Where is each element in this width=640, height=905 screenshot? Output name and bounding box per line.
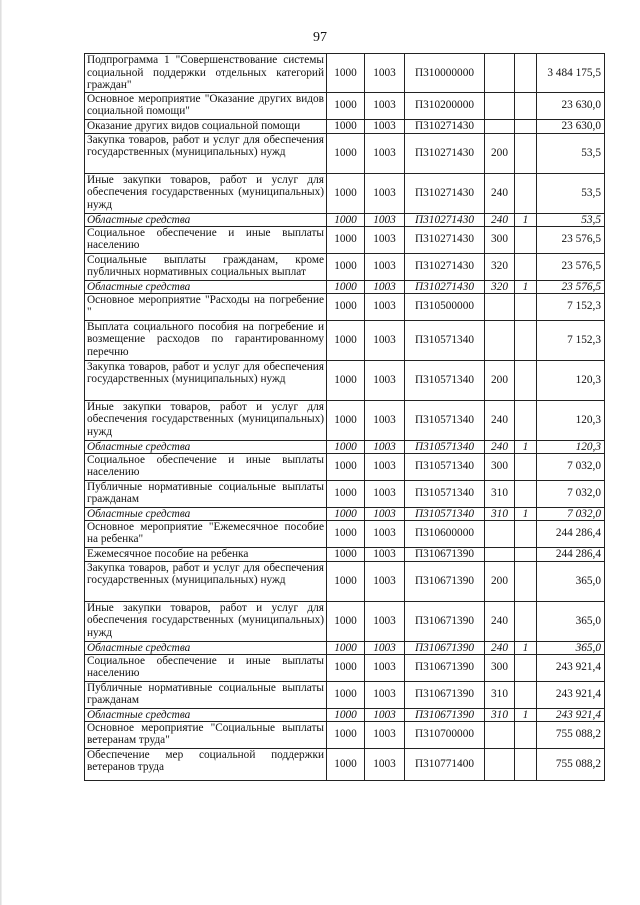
row-expense-type [485,721,515,748]
row-funding-source [515,601,537,641]
row-name: Ежемесячное пособие на ребенка [85,547,327,561]
row-target-code: П310671390 [405,641,485,654]
table-row [85,480,605,507]
row-ved: 1000 [327,226,365,253]
row-expense-type: 300 [485,453,515,480]
row-funding-source [515,681,537,708]
table-row [85,453,605,480]
row-ved: 1000 [327,601,365,641]
row-expense-type: 240 [485,601,515,641]
row-expense-type [485,54,515,93]
row-target-code: П310271430 [405,119,485,133]
row-funding-source [515,400,537,440]
row-section: 1003 [365,641,405,654]
row-section: 1003 [365,360,405,400]
row-funding-source [515,54,537,93]
row-target-code: П310600000 [405,520,485,547]
row-target-code: П310671390 [405,601,485,641]
row-expense-type: 200 [485,133,515,173]
table-row [85,547,605,561]
row-amount: 244 286,4 [537,520,605,547]
row-funding-source [515,173,537,213]
row-section: 1003 [365,173,405,213]
row-target-code: П310571340 [405,360,485,400]
row-expense-type: 200 [485,360,515,400]
row-amount: 365,0 [537,601,605,641]
row-name: Иные закупки товаров, работ и услуг для обеспечения государственных (муниципальных) нужд [85,400,327,440]
budget-table [84,53,605,781]
table-row [85,507,605,520]
row-target-code: П310671390 [405,681,485,708]
row-name: Областные средства [85,641,327,654]
row-expense-type: 240 [485,641,515,654]
row-name: Иные закупки товаров, работ и услуг для обеспечения государственных (муниципальных) нужд [85,173,327,213]
row-ved: 1000 [327,360,365,400]
row-amount: 755 088,2 [537,748,605,780]
row-expense-type: 300 [485,654,515,681]
row-name: Оказание других видов социальной помощи [85,119,327,133]
row-name: Социальные выплаты гражданам, кроме публичных нормативных социальных выплат [85,253,327,280]
row-name: Основное мероприятие "Оказание других видов социальной помощи" [85,92,327,119]
row-section: 1003 [365,561,405,601]
row-section: 1003 [365,253,405,280]
row-expense-type: 240 [485,440,515,453]
table-row [85,681,605,708]
row-funding-source: 1 [515,440,537,453]
row-funding-source [515,133,537,173]
row-ved: 1000 [327,654,365,681]
row-amount: 23 576,5 [537,253,605,280]
table-body [85,54,605,781]
row-ved: 1000 [327,119,365,133]
row-funding-source: 1 [515,641,537,654]
row-amount: 23 630,0 [537,119,605,133]
row-target-code: П310271430 [405,133,485,173]
row-amount: 53,5 [537,133,605,173]
row-funding-source [515,320,537,360]
row-name: Публичные нормативные социальные выплаты гражданам [85,681,327,708]
row-section: 1003 [365,320,405,360]
row-name: Основное мероприятие "Расходы на погребение " [85,293,327,320]
row-target-code: П310671390 [405,708,485,721]
row-funding-source: 1 [515,213,537,226]
row-name: Социальное обеспечение и иные выплаты населению [85,654,327,681]
row-target-code: П310571340 [405,453,485,480]
row-name: Закупка товаров, работ и услуг для обеспечения государственных (муниципальных) нужд [85,360,327,400]
row-expense-type: 200 [485,561,515,601]
row-funding-source [515,748,537,780]
row-name: Иные закупки товаров, работ и услуг для обеспечения государственных (муниципальных) нужд [85,601,327,641]
row-amount: 120,3 [537,400,605,440]
row-section: 1003 [365,213,405,226]
row-funding-source [515,561,537,601]
row-expense-type: 240 [485,173,515,213]
scan-edge [0,0,2,905]
row-ved: 1000 [327,641,365,654]
row-name: Закупка товаров, работ и услуг для обеспечения государственных (муниципальных) нужд [85,133,327,173]
table-row [85,360,605,400]
row-amount: 120,3 [537,440,605,453]
row-name: Областные средства [85,708,327,721]
row-expense-type: 240 [485,400,515,440]
row-amount: 53,5 [537,213,605,226]
row-ved: 1000 [327,721,365,748]
row-expense-type [485,119,515,133]
row-target-code: П310271430 [405,280,485,293]
row-ved: 1000 [327,453,365,480]
row-amount: 120,3 [537,360,605,400]
table-row [85,400,605,440]
row-expense-type [485,320,515,360]
row-target-code: П310571340 [405,320,485,360]
row-target-code: П310500000 [405,293,485,320]
row-amount: 755 088,2 [537,721,605,748]
row-ved: 1000 [327,173,365,213]
row-ved: 1000 [327,520,365,547]
row-expense-type [485,748,515,780]
row-funding-source [515,480,537,507]
row-amount: 243 921,4 [537,708,605,721]
table-row [85,721,605,748]
row-section: 1003 [365,400,405,440]
row-target-code: П310671390 [405,654,485,681]
row-expense-type: 300 [485,226,515,253]
row-name: Социальное обеспечение и иные выплаты населению [85,453,327,480]
row-funding-source [515,293,537,320]
row-funding-source [515,119,537,133]
row-expense-type: 240 [485,213,515,226]
row-amount: 7 032,0 [537,507,605,520]
row-section: 1003 [365,133,405,173]
row-expense-type: 310 [485,708,515,721]
row-section: 1003 [365,440,405,453]
row-section: 1003 [365,54,405,93]
row-section: 1003 [365,601,405,641]
table-row [85,601,605,641]
row-target-code: П310571340 [405,480,485,507]
row-target-code: П310671390 [405,547,485,561]
table-row [85,641,605,654]
row-target-code: П310000000 [405,54,485,93]
row-funding-source [515,92,537,119]
row-amount: 243 921,4 [537,681,605,708]
row-name: Выплата социального пособия на погребение и возмещение расходов по гарантированному перечню [85,320,327,360]
row-ved: 1000 [327,293,365,320]
row-name: Подпрограмма 1 "Совершенствование системы социальной поддержки отдельных категорий граждан" [85,54,327,93]
table-row [85,440,605,453]
table-row [85,293,605,320]
row-amount: 7 152,3 [537,320,605,360]
row-section: 1003 [365,453,405,480]
table-row [85,561,605,601]
row-amount: 7 152,3 [537,293,605,320]
row-amount: 53,5 [537,173,605,213]
table-row [85,253,605,280]
table-row [85,119,605,133]
row-section: 1003 [365,119,405,133]
row-name: Обеспечение мер социальной поддержки ветеранов труда [85,748,327,780]
row-ved: 1000 [327,280,365,293]
table-row [85,280,605,293]
row-expense-type [485,293,515,320]
row-target-code: П310700000 [405,721,485,748]
row-ved: 1000 [327,547,365,561]
row-ved: 1000 [327,54,365,93]
row-expense-type: 310 [485,480,515,507]
row-ved: 1000 [327,133,365,173]
row-ved: 1000 [327,681,365,708]
table-row [85,654,605,681]
row-funding-source [515,547,537,561]
row-funding-source [515,360,537,400]
row-funding-source: 1 [515,708,537,721]
row-ved: 1000 [327,400,365,440]
row-section: 1003 [365,293,405,320]
row-section: 1003 [365,520,405,547]
row-funding-source: 1 [515,507,537,520]
row-section: 1003 [365,708,405,721]
row-target-code: П310271430 [405,213,485,226]
row-ved: 1000 [327,507,365,520]
table-row [85,520,605,547]
row-amount: 244 286,4 [537,547,605,561]
row-target-code: П310271430 [405,173,485,213]
table-row [85,173,605,213]
page-number: 97 [313,30,327,45]
table-row [85,213,605,226]
row-target-code: П310271430 [405,253,485,280]
table-row [85,54,605,93]
row-expense-type: 320 [485,280,515,293]
row-expense-type: 310 [485,681,515,708]
row-expense-type [485,547,515,561]
row-ved: 1000 [327,440,365,453]
row-name: Основное мероприятие "Социальные выплаты ветеранам труда" [85,721,327,748]
row-amount: 365,0 [537,561,605,601]
row-name: Публичные нормативные социальные выплаты гражданам [85,480,327,507]
row-name: Социальное обеспечение и иные выплаты населению [85,226,327,253]
row-target-code: П310571340 [405,440,485,453]
row-ved: 1000 [327,561,365,601]
row-target-code: П310200000 [405,92,485,119]
row-expense-type: 310 [485,507,515,520]
row-funding-source [515,253,537,280]
table-row [85,92,605,119]
table-row [85,133,605,173]
row-expense-type [485,92,515,119]
row-section: 1003 [365,547,405,561]
row-section: 1003 [365,280,405,293]
row-amount: 7 032,0 [537,453,605,480]
table-row [85,748,605,780]
row-ved: 1000 [327,708,365,721]
row-expense-type [485,520,515,547]
row-section: 1003 [365,507,405,520]
row-name: Областные средства [85,213,327,226]
row-ved: 1000 [327,253,365,280]
row-expense-type: 320 [485,253,515,280]
row-ved: 1000 [327,213,365,226]
row-section: 1003 [365,681,405,708]
row-name: Закупка товаров, работ и услуг для обеспечения государственных (муниципальных) нужд [85,561,327,601]
row-amount: 23 576,5 [537,280,605,293]
row-target-code: П310271430 [405,226,485,253]
row-target-code: П310571340 [405,400,485,440]
row-name: Основное мероприятие "Ежемесячное пособие на ребенка" [85,520,327,547]
row-amount: 3 484 175,5 [537,54,605,93]
row-ved: 1000 [327,92,365,119]
row-amount: 7 032,0 [537,480,605,507]
row-funding-source: 1 [515,280,537,293]
row-target-code: П310671390 [405,561,485,601]
row-section: 1003 [365,92,405,119]
row-ved: 1000 [327,320,365,360]
row-amount: 243 921,4 [537,654,605,681]
table-row [85,320,605,360]
row-ved: 1000 [327,480,365,507]
row-amount: 23 576,5 [537,226,605,253]
row-amount: 365,0 [537,641,605,654]
row-section: 1003 [365,480,405,507]
row-section: 1003 [365,226,405,253]
row-target-code: П310571340 [405,507,485,520]
row-name: Областные средства [85,507,327,520]
row-target-code: П310771400 [405,748,485,780]
row-funding-source [515,721,537,748]
row-name: Областные средства [85,280,327,293]
row-funding-source [515,226,537,253]
row-section: 1003 [365,654,405,681]
row-name: Областные средства [85,440,327,453]
row-section: 1003 [365,748,405,780]
table-row [85,226,605,253]
row-funding-source [515,453,537,480]
row-amount: 23 630,0 [537,92,605,119]
row-section: 1003 [365,721,405,748]
row-funding-source [515,520,537,547]
table-row [85,708,605,721]
row-funding-source [515,654,537,681]
row-ved: 1000 [327,748,365,780]
